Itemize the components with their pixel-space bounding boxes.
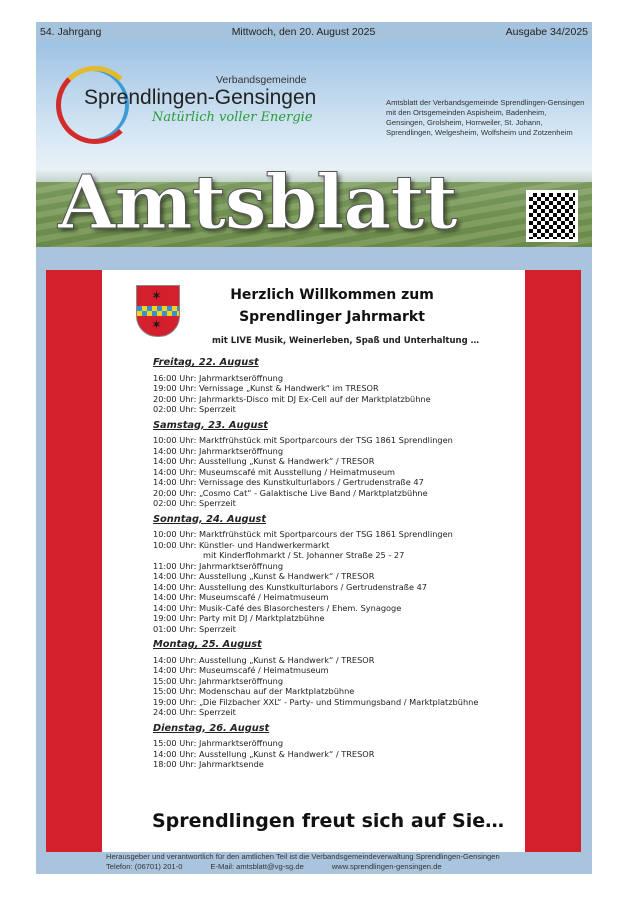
event-item: 19:00 Uhr: Vernissage „Kunst & Handwerk“ im TRESOR bbox=[153, 383, 379, 393]
event-item: 14:00 Uhr: Museumscafé / Heimatmuseum bbox=[153, 665, 329, 675]
event-item: 14:00 Uhr: Ausstellung „Kunst & Handwerk“ / TRESOR bbox=[153, 748, 375, 759]
announcement bbox=[102, 270, 525, 852]
event-item: mit Kinderflohmarkt / St. Johanner Straße 25 - 27 bbox=[203, 550, 405, 560]
event-item: 14:00 Uhr: Vernissage des Kunstkulturlabors / Gertrudenstraße 47 bbox=[153, 477, 424, 487]
event-item: 14:00 Uhr: Ausstellung „Kunst & Handwerk“ / TRESOR bbox=[153, 654, 375, 665]
issue-date: Mittwoch, den 20. August 2025 bbox=[231, 26, 376, 38]
event-item: 19:00 Uhr: „Die Filzbacher XXL“ - Party- und Stimmungsband / Marktplatzbühne bbox=[153, 696, 479, 707]
event-item: 02:00 Uhr: Sperrzeit bbox=[153, 498, 236, 508]
heading-line-1: Herzlich Willkommen zum bbox=[230, 287, 434, 303]
day-heading: Samstag, 23. August bbox=[153, 419, 268, 431]
program bbox=[153, 358, 478, 770]
day-heading: Sonntag, 24. August bbox=[153, 513, 266, 525]
event-item: 10:00 Uhr: Marktfrühstück mit Sportparcours der TSG 1861 Sprendlingen bbox=[153, 435, 453, 445]
event-item: 15:00 Uhr: Jahrmarktseröffnung bbox=[153, 738, 284, 748]
event-item: 11:00 Uhr: Jahrmarktseröffnung bbox=[153, 560, 284, 571]
announcement-frame bbox=[46, 270, 581, 852]
event-item: 19:00 Uhr: Party mit DJ / Marktplatzbühne bbox=[153, 613, 325, 623]
website-link[interactable]: www.sprendlingen-gensingen.de bbox=[331, 862, 442, 871]
description: Amtsblatt der Verbandsgemeinde Sprendlingen-Gensingen mit den Ortsgemeinden Aspisheim, Badenheim, Gensingen, Grolsheim, Horrweiler, St. Johann, Sprendlingen, Welgesheim, Wolfsheim und Zotzenheim bbox=[386, 98, 585, 137]
event-item: 20:00 Uhr: Jahrmarkts-Disco mit DJ Ex-Cell auf der Marktplatzbühne bbox=[153, 393, 431, 404]
issue-number: Ausgabe 34/2025 bbox=[505, 26, 588, 38]
announcement-heading bbox=[182, 284, 482, 328]
event-item: 14:00 Uhr: Musik-Café des Blasorchesters / Ehem. Synagoge bbox=[153, 602, 402, 613]
coat-of-arms-icon: ✶ ✶ bbox=[136, 285, 180, 337]
event-item: 14:00 Uhr: Ausstellung „Kunst & Handwerk“ / TRESOR bbox=[153, 456, 375, 466]
publication-title: Amtsblatt bbox=[58, 160, 457, 246]
event-item: 16:00 Uhr: Jahrmarktseröffnung bbox=[153, 372, 284, 383]
day-heading: Freitag, 22. August bbox=[153, 357, 259, 368]
event-item: 14:00 Uhr: Ausstellung des Kunstkulturlabors / Gertrudenstraße 47 bbox=[153, 581, 428, 592]
event-item: 15:00 Uhr: Modenschau auf der Marktplatzbühne bbox=[153, 686, 355, 696]
qr-code-icon[interactable] bbox=[526, 190, 578, 242]
day-heading: Montag, 25. August bbox=[153, 639, 262, 650]
event-item: 14:00 Uhr: Ausstellung „Kunst & Handwerk“ / TRESOR bbox=[153, 571, 375, 581]
event-item: 14:00 Uhr: Museumscafé mit Ausstellung / Heimatmuseum bbox=[153, 466, 396, 477]
event-item: 14:00 Uhr: Jahrmarktseröffnung bbox=[153, 445, 284, 456]
org-name: Sprendlingen-Gensingen bbox=[84, 86, 317, 109]
event-item: 20:00 Uhr: „Cosmo Cat“ - Galaktische Live Band / Marktplatzbühne bbox=[153, 487, 428, 498]
publisher-note: Herausgeber und verantwortlich für den amtlichen Teil ist die Verbandsgemeindeverwaltung Sprendlingen-Gensingen bbox=[106, 852, 500, 861]
event-item: 01:00 Uhr: Sperrzeit bbox=[153, 623, 236, 634]
event-item: 15:00 Uhr: Jahrmarktseröffnung bbox=[153, 675, 284, 686]
day-heading: Dienstag, 26. August bbox=[153, 722, 270, 734]
event-item: 14:00 Uhr: Museumscafé / Heimatmuseum bbox=[153, 592, 329, 602]
tagline: Natürlich voller Energie bbox=[152, 110, 313, 125]
event-item: 24:00 Uhr: Sperrzeit bbox=[153, 707, 236, 717]
phone: Telefon: (06701) 201-0 bbox=[106, 862, 183, 871]
footer bbox=[106, 852, 500, 872]
heading-line-2: Sprendlinger Jahrmarkt bbox=[239, 309, 425, 325]
banner bbox=[36, 42, 592, 247]
volume: 54. Jahrgang bbox=[40, 26, 102, 38]
email-link[interactable]: E-Mail: amtsblatt@vg-sg.de bbox=[210, 862, 304, 871]
subtitle: mit LIVE Musik, Weinerleben, Spaß und Unterhaltung … bbox=[212, 336, 480, 346]
org-label: Verbandsgemeinde bbox=[216, 74, 307, 86]
masthead-bar bbox=[36, 22, 592, 42]
closing-line: Sprendlingen freut sich auf Sie… bbox=[152, 810, 505, 832]
event-item: 02:00 Uhr: Sperrzeit bbox=[153, 404, 236, 414]
event-item: 10:00 Uhr: Marktfrühstück mit Sportparcours der TSG 1861 Sprendlingen bbox=[153, 529, 453, 539]
event-item: 10:00 Uhr: Künstler- und Handwerkermarkt bbox=[153, 539, 330, 550]
page-frame bbox=[36, 22, 592, 874]
event-item: 18:00 Uhr: Jahrmarktsende bbox=[153, 759, 264, 769]
